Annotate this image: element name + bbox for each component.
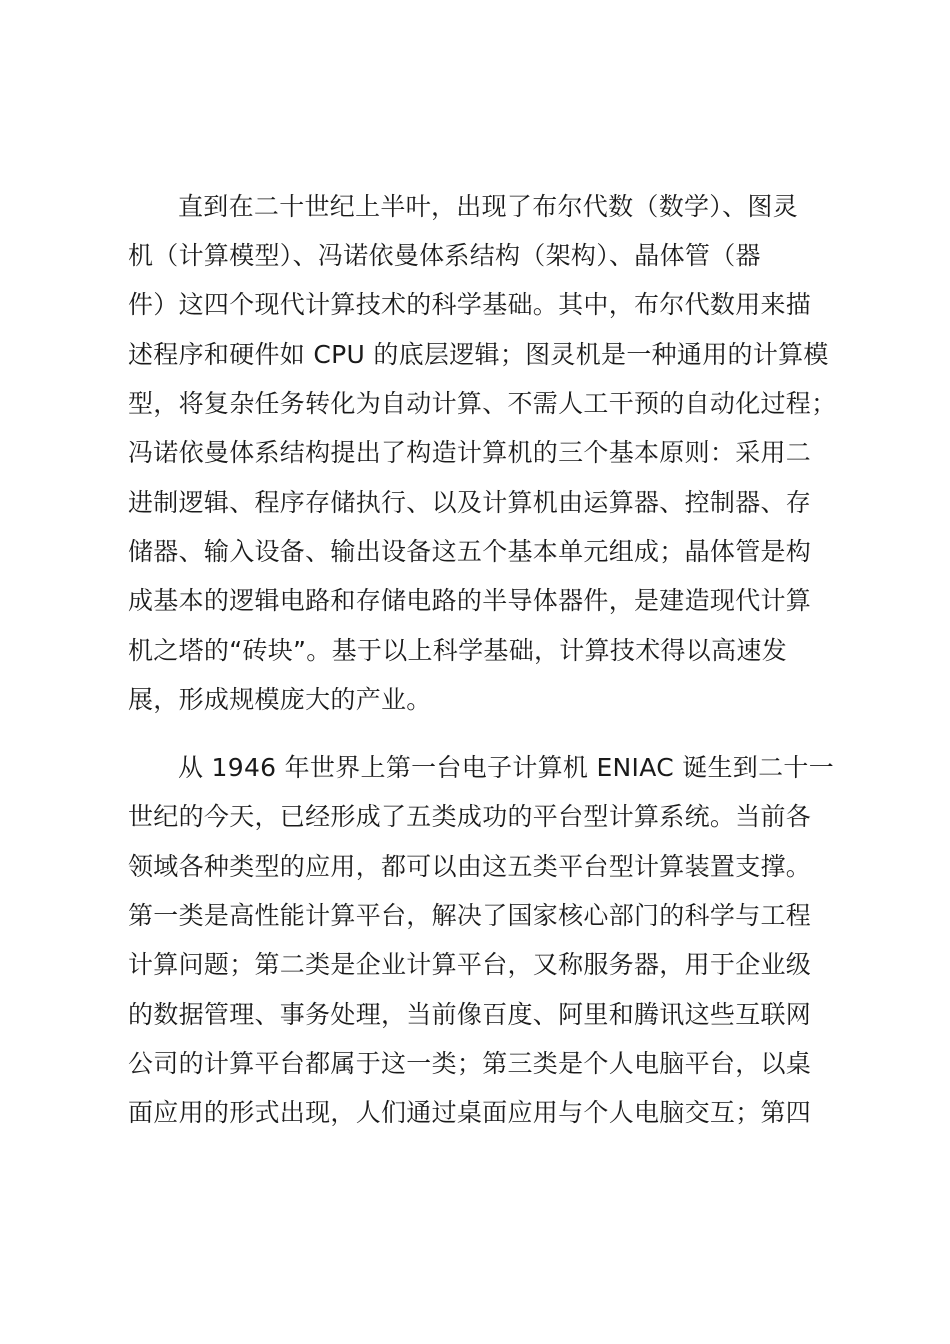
text-line: 机（计算模型）、冯诺依曼体系结构（架构）、晶体管（器 [128,241,761,270]
text-line: 件）这四个现代计算技术的科学基础。其中，布尔代数用来描 [128,290,812,319]
text-line: 机之塔的“砖块”。基于以上科学基础，计算技术得以高速发 [128,636,788,665]
text-line: 储器、输入设备、输出设备这五个基本单元组成；晶体管是构 [128,537,812,566]
text-line: 计算问题；第二类是企业计算平台，又称服务器，用于企业级 [128,950,812,979]
text-line: 型，将复杂任务转化为自动计算、不需人工干预的自动化过程； [128,389,837,418]
text-line: 从 1946 年世界上第一台电子计算机 ENIAC 诞生到二十一 [178,753,835,782]
text-line: 第一类是高性能计算平台，解决了国家核心部门的科学与工程 [128,901,812,930]
text-line: 公司的计算平台都属于这一类；第三类是个人电脑平台，以桌 [128,1049,812,1078]
text-line: 面应用的形式出现，人们通过桌面应用与个人电脑交互；第四 [128,1098,812,1127]
text-line: 述程序和硬件如 CPU 的底层逻辑；图灵机是一种通用的计算模 [128,340,829,369]
text-line: 进制逻辑、程序存储执行、以及计算机由运算器、控制器、存 [128,488,812,517]
text-line: 世纪的今天，已经形成了五类成功的平台型计算系统。当前各 [128,802,812,831]
text-line: 领域各种类型的应用，都可以由这五类平台型计算装置支撑。 [128,852,812,881]
text-line: 成基本的逻辑电路和存储电路的半导体器件，是建造现代计算 [128,586,812,615]
text-line: 的数据管理、事务处理，当前像百度、阿里和腾讯这些互联网 [128,1000,812,1029]
text-line: 展，形成规模庞大的产业。 [128,685,432,714]
text-line: 冯诺依曼体系结构提出了构造计算机的三个基本原则：采用二 [128,438,812,467]
text-line: 直到在二十世纪上半叶，出现了布尔代数（数学）、图灵 [178,192,799,221]
